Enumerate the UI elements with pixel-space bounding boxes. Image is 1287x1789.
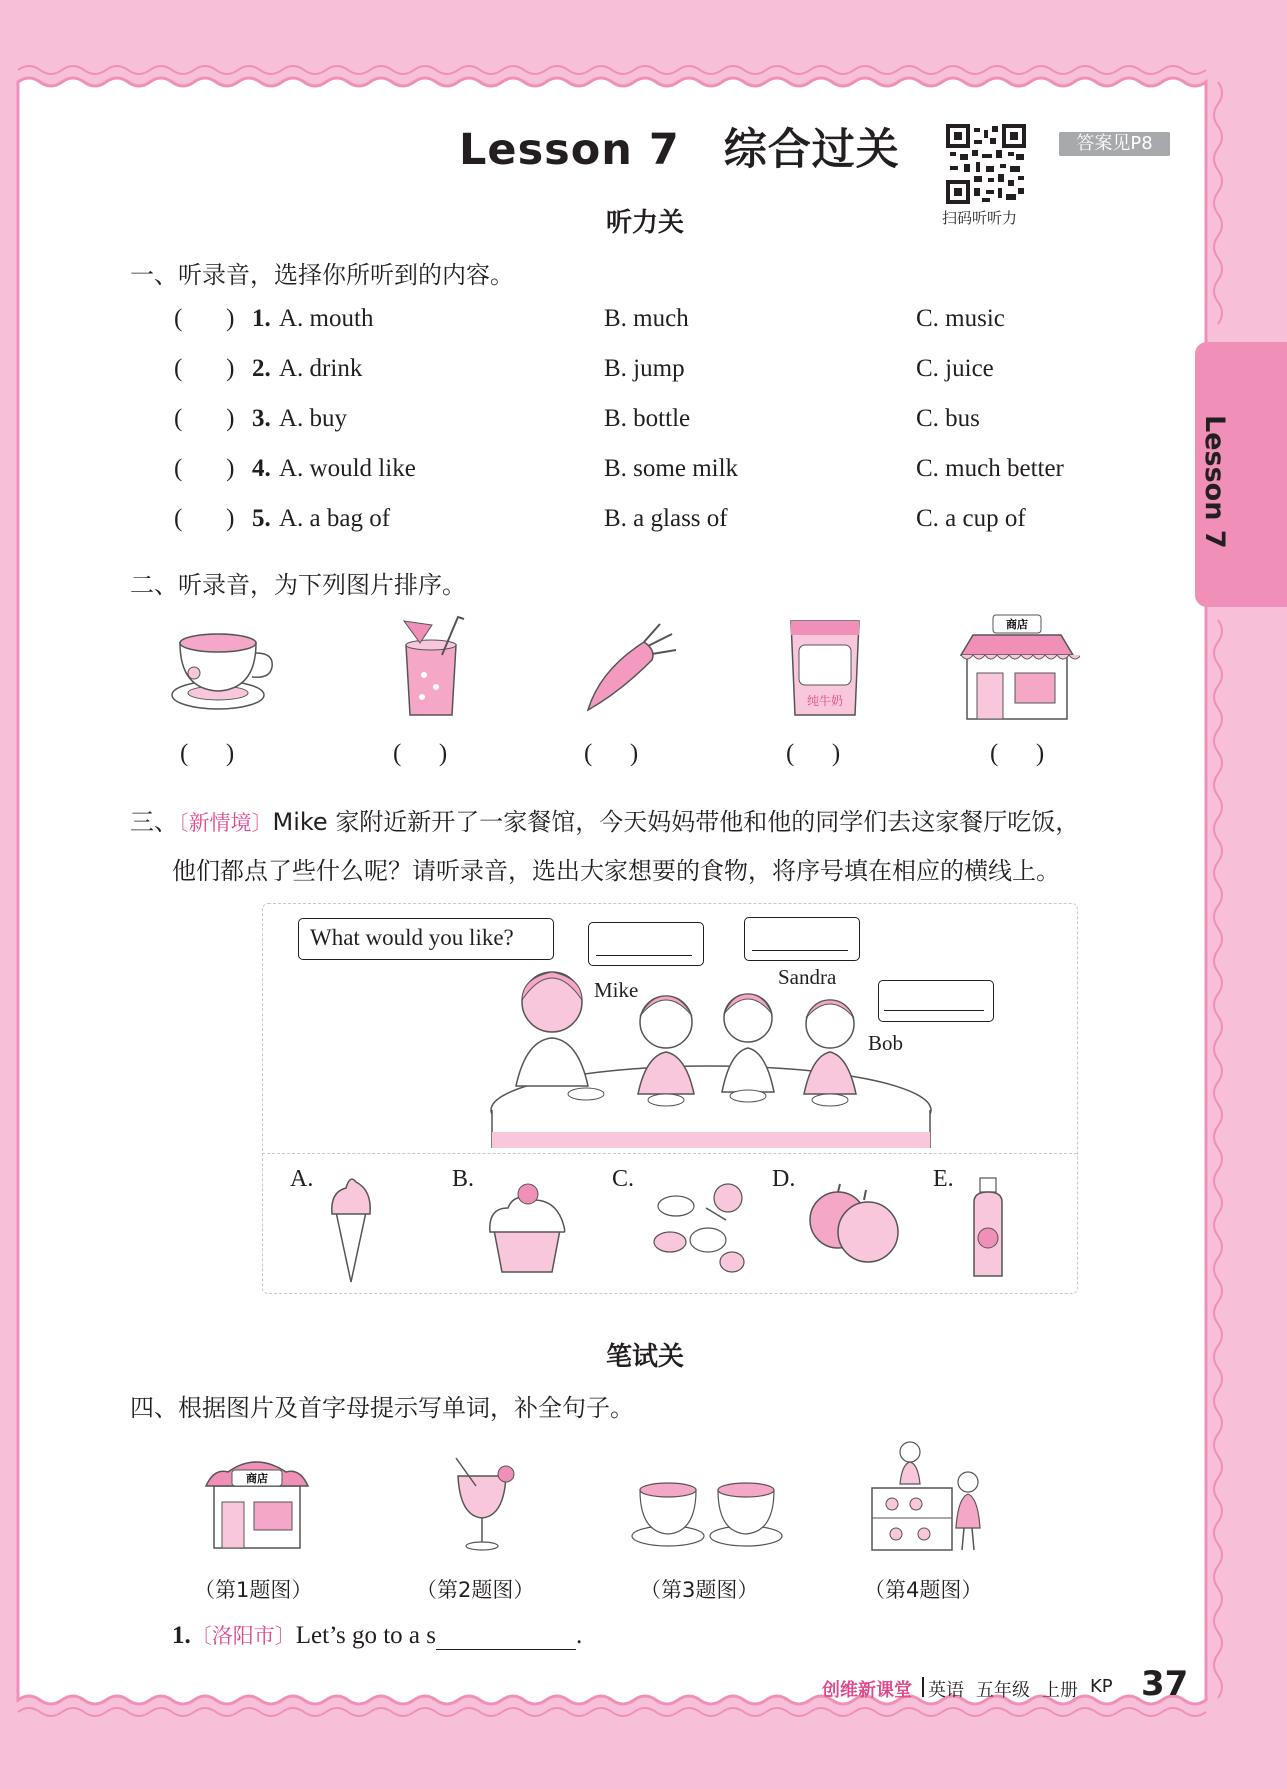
tea-cup-icon	[168, 625, 278, 715]
option-a: A. mouth	[279, 305, 374, 332]
juice-glass-icon	[380, 615, 480, 720]
candy-icon	[646, 1180, 756, 1276]
name-label-sandra: Sandra	[778, 965, 837, 989]
shop-icon	[204, 1446, 310, 1550]
question-3-line-1: Mike 家附近新开了一家餐馆，今天妈妈带他和他的同学们去这家餐厅吃饭，	[272, 808, 1080, 836]
answer-blank-mike[interactable]	[596, 955, 692, 956]
order-paren[interactable]: ( )	[393, 740, 448, 767]
answer-paren[interactable]: ( )	[174, 455, 235, 482]
carrot-icon	[580, 620, 680, 715]
question-4-item-1	[172, 1620, 582, 1650]
side-lesson-tab-label: Lesson 7	[1199, 415, 1230, 549]
order-paren[interactable]: ( )	[990, 740, 1045, 767]
answer-blank-sandra[interactable]	[752, 950, 848, 951]
question-1-heading: 一、听录音，选择你所听到的内容。	[130, 261, 514, 289]
footer-grade: 五年级	[976, 1680, 1030, 1701]
bakery-counter-icon	[868, 1438, 988, 1554]
option-label-d: D.	[772, 1166, 796, 1192]
speech-text: What would you like?	[310, 925, 514, 950]
answer-paren[interactable]: ( )	[174, 305, 235, 332]
option-b: B. a glass of	[604, 505, 728, 532]
answer-paren[interactable]: ( )	[174, 355, 235, 382]
page-title: Lesson 7 综合过关	[459, 125, 900, 175]
question-3-line-2: 他们都点了些什么呢？请听录音，选出大家想要的食物，将序号填在相应的横线上。	[172, 857, 1060, 885]
page-number: 37	[1141, 1664, 1189, 1704]
item-sentence-end: .	[576, 1622, 583, 1649]
footer-subject: 英语	[928, 1680, 964, 1701]
qr-code-icon	[946, 124, 1026, 204]
section-title-writing: 笔试关	[606, 1342, 685, 1372]
option-b: B. jump	[604, 355, 685, 382]
option-b: B. bottle	[604, 405, 691, 432]
milk-bag-icon	[785, 615, 865, 720]
option-c: C. juice	[916, 355, 994, 382]
context-tag: 〔新情境〕	[178, 811, 273, 835]
option-label-c: C.	[612, 1166, 635, 1192]
option-c: C. a cup of	[916, 505, 1026, 532]
restaurant-illustration	[486, 960, 936, 1148]
order-paren[interactable]: ( )	[584, 740, 639, 767]
region-tag: 〔洛阳市〕	[190, 1624, 296, 1648]
juice-bottle-icon	[968, 1176, 1008, 1282]
section-title-listening: 听力关	[606, 208, 685, 238]
qr-caption: 扫码听听力	[942, 209, 1018, 227]
answer-reference-badge: 答案见P8	[1059, 132, 1170, 156]
item-number: 1.	[252, 305, 271, 332]
item-number: 3.	[252, 405, 271, 432]
answer-paren[interactable]: ( )	[174, 505, 235, 532]
item-number: 5.	[252, 505, 271, 532]
figure-caption-2: （第2题图）	[416, 1578, 535, 1602]
figure-caption-4: （第4题图）	[864, 1578, 983, 1602]
option-b: B. much	[604, 305, 689, 332]
order-paren[interactable]: ( )	[786, 740, 841, 767]
question-4-heading: 四、根据图片及首字母提示写单词，补全句子。	[130, 1394, 634, 1422]
option-a: A. buy	[279, 405, 348, 432]
milk-bag-label: 纯牛奶	[806, 694, 844, 708]
footer-brand: 创维新课堂	[822, 1680, 912, 1701]
question-2-heading: 二、听录音，为下列图片排序。	[130, 571, 466, 599]
cupcake-icon	[484, 1180, 570, 1276]
answer-blank[interactable]	[436, 1627, 576, 1650]
option-a: A. would like	[279, 455, 416, 482]
speech-bubble-sandra	[744, 917, 860, 961]
option-c: C. bus	[916, 405, 980, 432]
option-label-b: B.	[452, 1166, 475, 1192]
item-sentence: Let’s go to a s	[295, 1622, 437, 1649]
option-a: A. a bag of	[279, 505, 391, 532]
name-label-bob: Bob	[868, 1031, 904, 1055]
order-paren[interactable]: ( )	[180, 740, 235, 767]
item-number: 1.	[172, 1622, 191, 1649]
figure-caption-1: （第1题图）	[194, 1578, 313, 1602]
item-number: 2.	[252, 355, 271, 382]
option-label-e: E.	[933, 1166, 954, 1192]
item-number: 4.	[252, 455, 271, 482]
option-c: C. much better	[916, 455, 1064, 482]
option-b: B. some milk	[604, 455, 739, 482]
ice-cream-icon	[326, 1172, 376, 1284]
scene-divider	[262, 1153, 1077, 1154]
footer-divider	[922, 1677, 924, 1697]
figure-caption-3: （第3题图）	[640, 1578, 759, 1602]
shop-sign: 商店	[1006, 618, 1028, 631]
apple-icon	[804, 1180, 904, 1270]
question-3-heading: 三、〔新情境〕Mike 家附近新开了一家餐馆，今天妈妈带他和他的同学们去这家餐厅吃饭，	[130, 808, 1080, 836]
name-label-mike: Mike	[594, 978, 639, 1002]
footer-edition: KP	[1090, 1676, 1113, 1697]
option-a: A. drink	[279, 355, 363, 382]
option-label-a: A.	[290, 1166, 314, 1192]
footer-term: 上册	[1042, 1680, 1078, 1701]
answer-paren[interactable]: ( )	[174, 405, 235, 432]
shop-icon	[955, 613, 1080, 723]
two-cups-icon	[628, 1480, 790, 1550]
shop-sign: 商店	[246, 1472, 268, 1485]
cocktail-glass-icon	[446, 1456, 520, 1552]
option-c: C. music	[916, 305, 1005, 332]
